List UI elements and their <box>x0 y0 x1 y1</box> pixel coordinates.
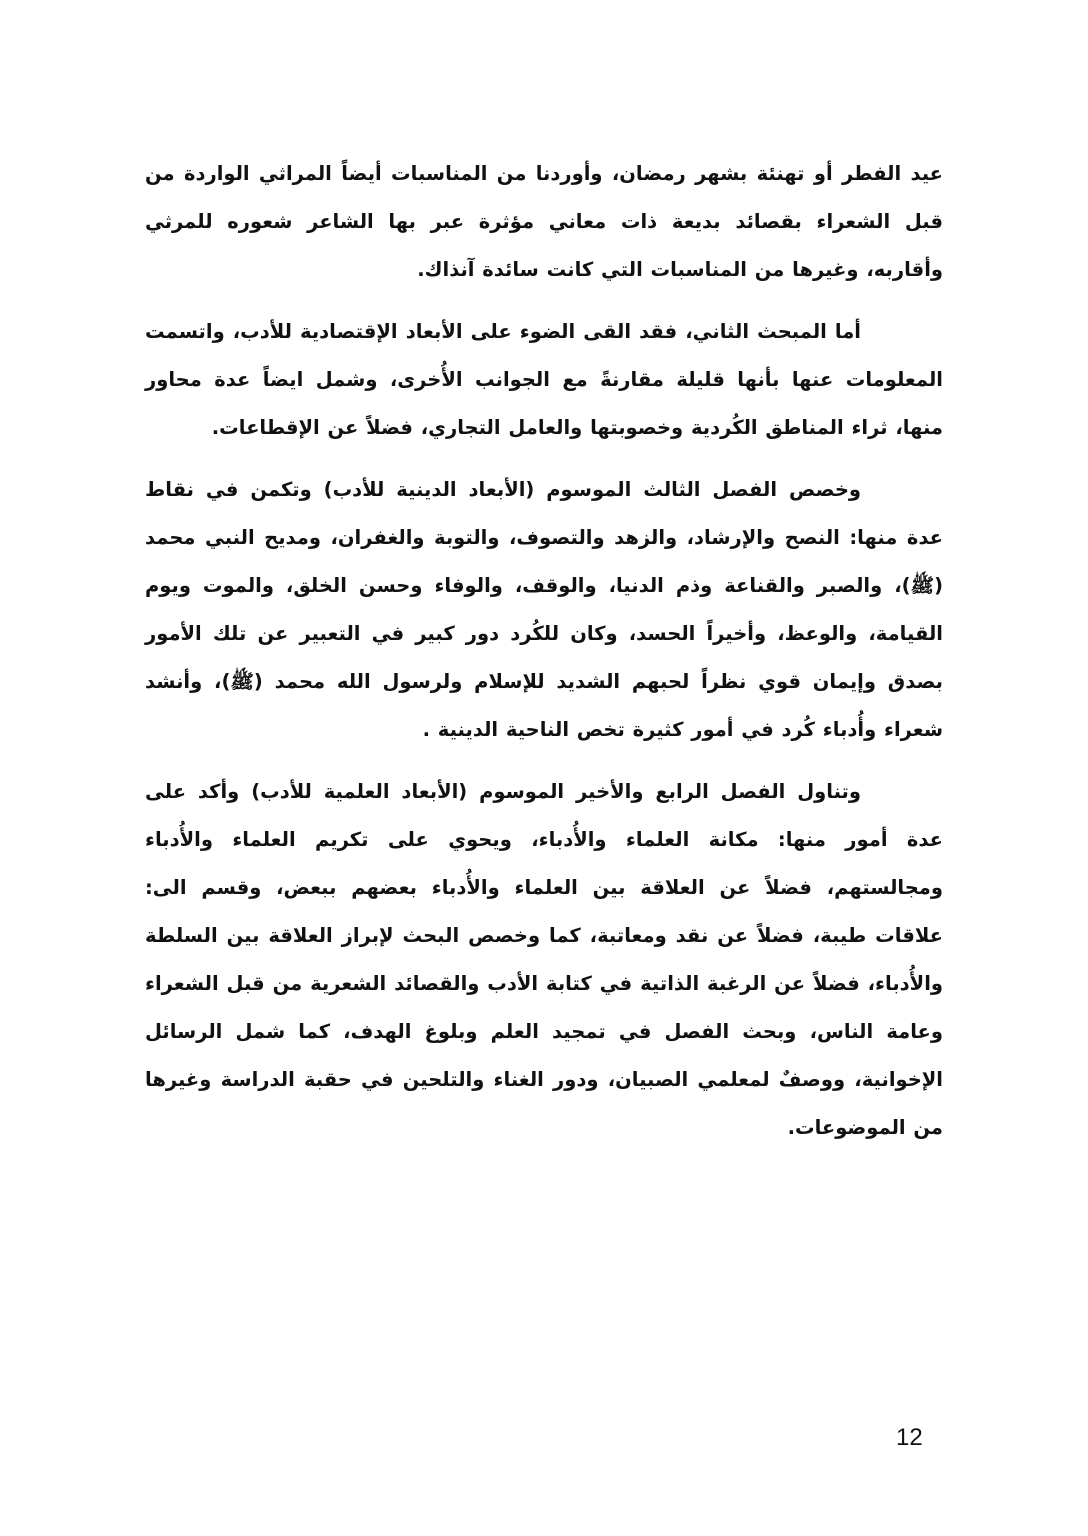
paragraph-2: أما المبحث الثاني، فقد القى الضوء على الأبعاد الإقتصادية للأدب، واتسمت المعلومات عنها بأنها قليلة مقارنةً مع الجوانب الأُخرى، وشمل ايضاً عدة محاور منها، ثراء المناطق الكُردية وخصوبتها والعامل التجاري، فضلاً عن الإقطاعات. <box>145 320 943 439</box>
body-text <box>145 150 943 1166</box>
paragraph-3: وخصص الفصل الثالث الموسوم (الأبعاد الدينية للأدب) وتكمن في نقاط عدة منها: النصح والإرشاد، والزهد والتصوف، والتوبة والغفران، ومديح النبي محمد (ﷺ)، والصبر والقناعة وذم الدنيا، والوقف، والوفاء وحسن الخلق، والموت ويوم القيامة، والوعظ، وأخيراً الحسد، وكان للكُرد دور كبير في التعبير عن تلك الأمور بصدق وإيمان قوي نظراً لحبهم الشديد للإسلام ولرسول الله محمد (ﷺ)، وأنشد شعراء وأُدباء كُرد في أمور كثيرة تخص الناحية الدينية . <box>145 478 943 741</box>
paragraph-4: وتناول الفصل الرابع والأخير الموسوم (الأبعاد العلمية للأدب) وأكد على عدة أمور منها: مكانة العلماء والأُدباء، ويحوي على تكريم العلماء والأُدباء ومجالستهم، فضلاً عن العلاقة بين العلماء والأُدباء بعضهم ببعض، وقسم الى: علاقات طيبة، فضلاً عن نقد ومعاتبة، كما وخصص البحث لإبراز العلاقة بين السلطة والأُدباء، فضلاً عن الرغبة الذاتية في كتابة الأدب والقصائد الشعرية من قبل الشعراء وعامة الناس، وبحث الفصل في تمجيد العلم وبلوغ الهدف، كما شمل الرسائل الإخوانية، ووصفٌ لمعلمي الصبيان، ودور الغناء والتلحين في حقبة الدراسة وغيرها من الموضوعات. <box>145 780 943 1139</box>
paragraph-1: عيد الفطر أو تهنئة بشهر رمضان، وأوردنا من المناسبات أيضاً المراثي الواردة من قبل الشعراء بقصائد بديعة ذات معاني مؤثرة عبر بها الشاعر شعوره للمرثي وأقاربه، وغيرها من المناسبات التي كانت سائدة آنذاك. <box>145 162 943 281</box>
page-number: 12 <box>896 1424 923 1451</box>
